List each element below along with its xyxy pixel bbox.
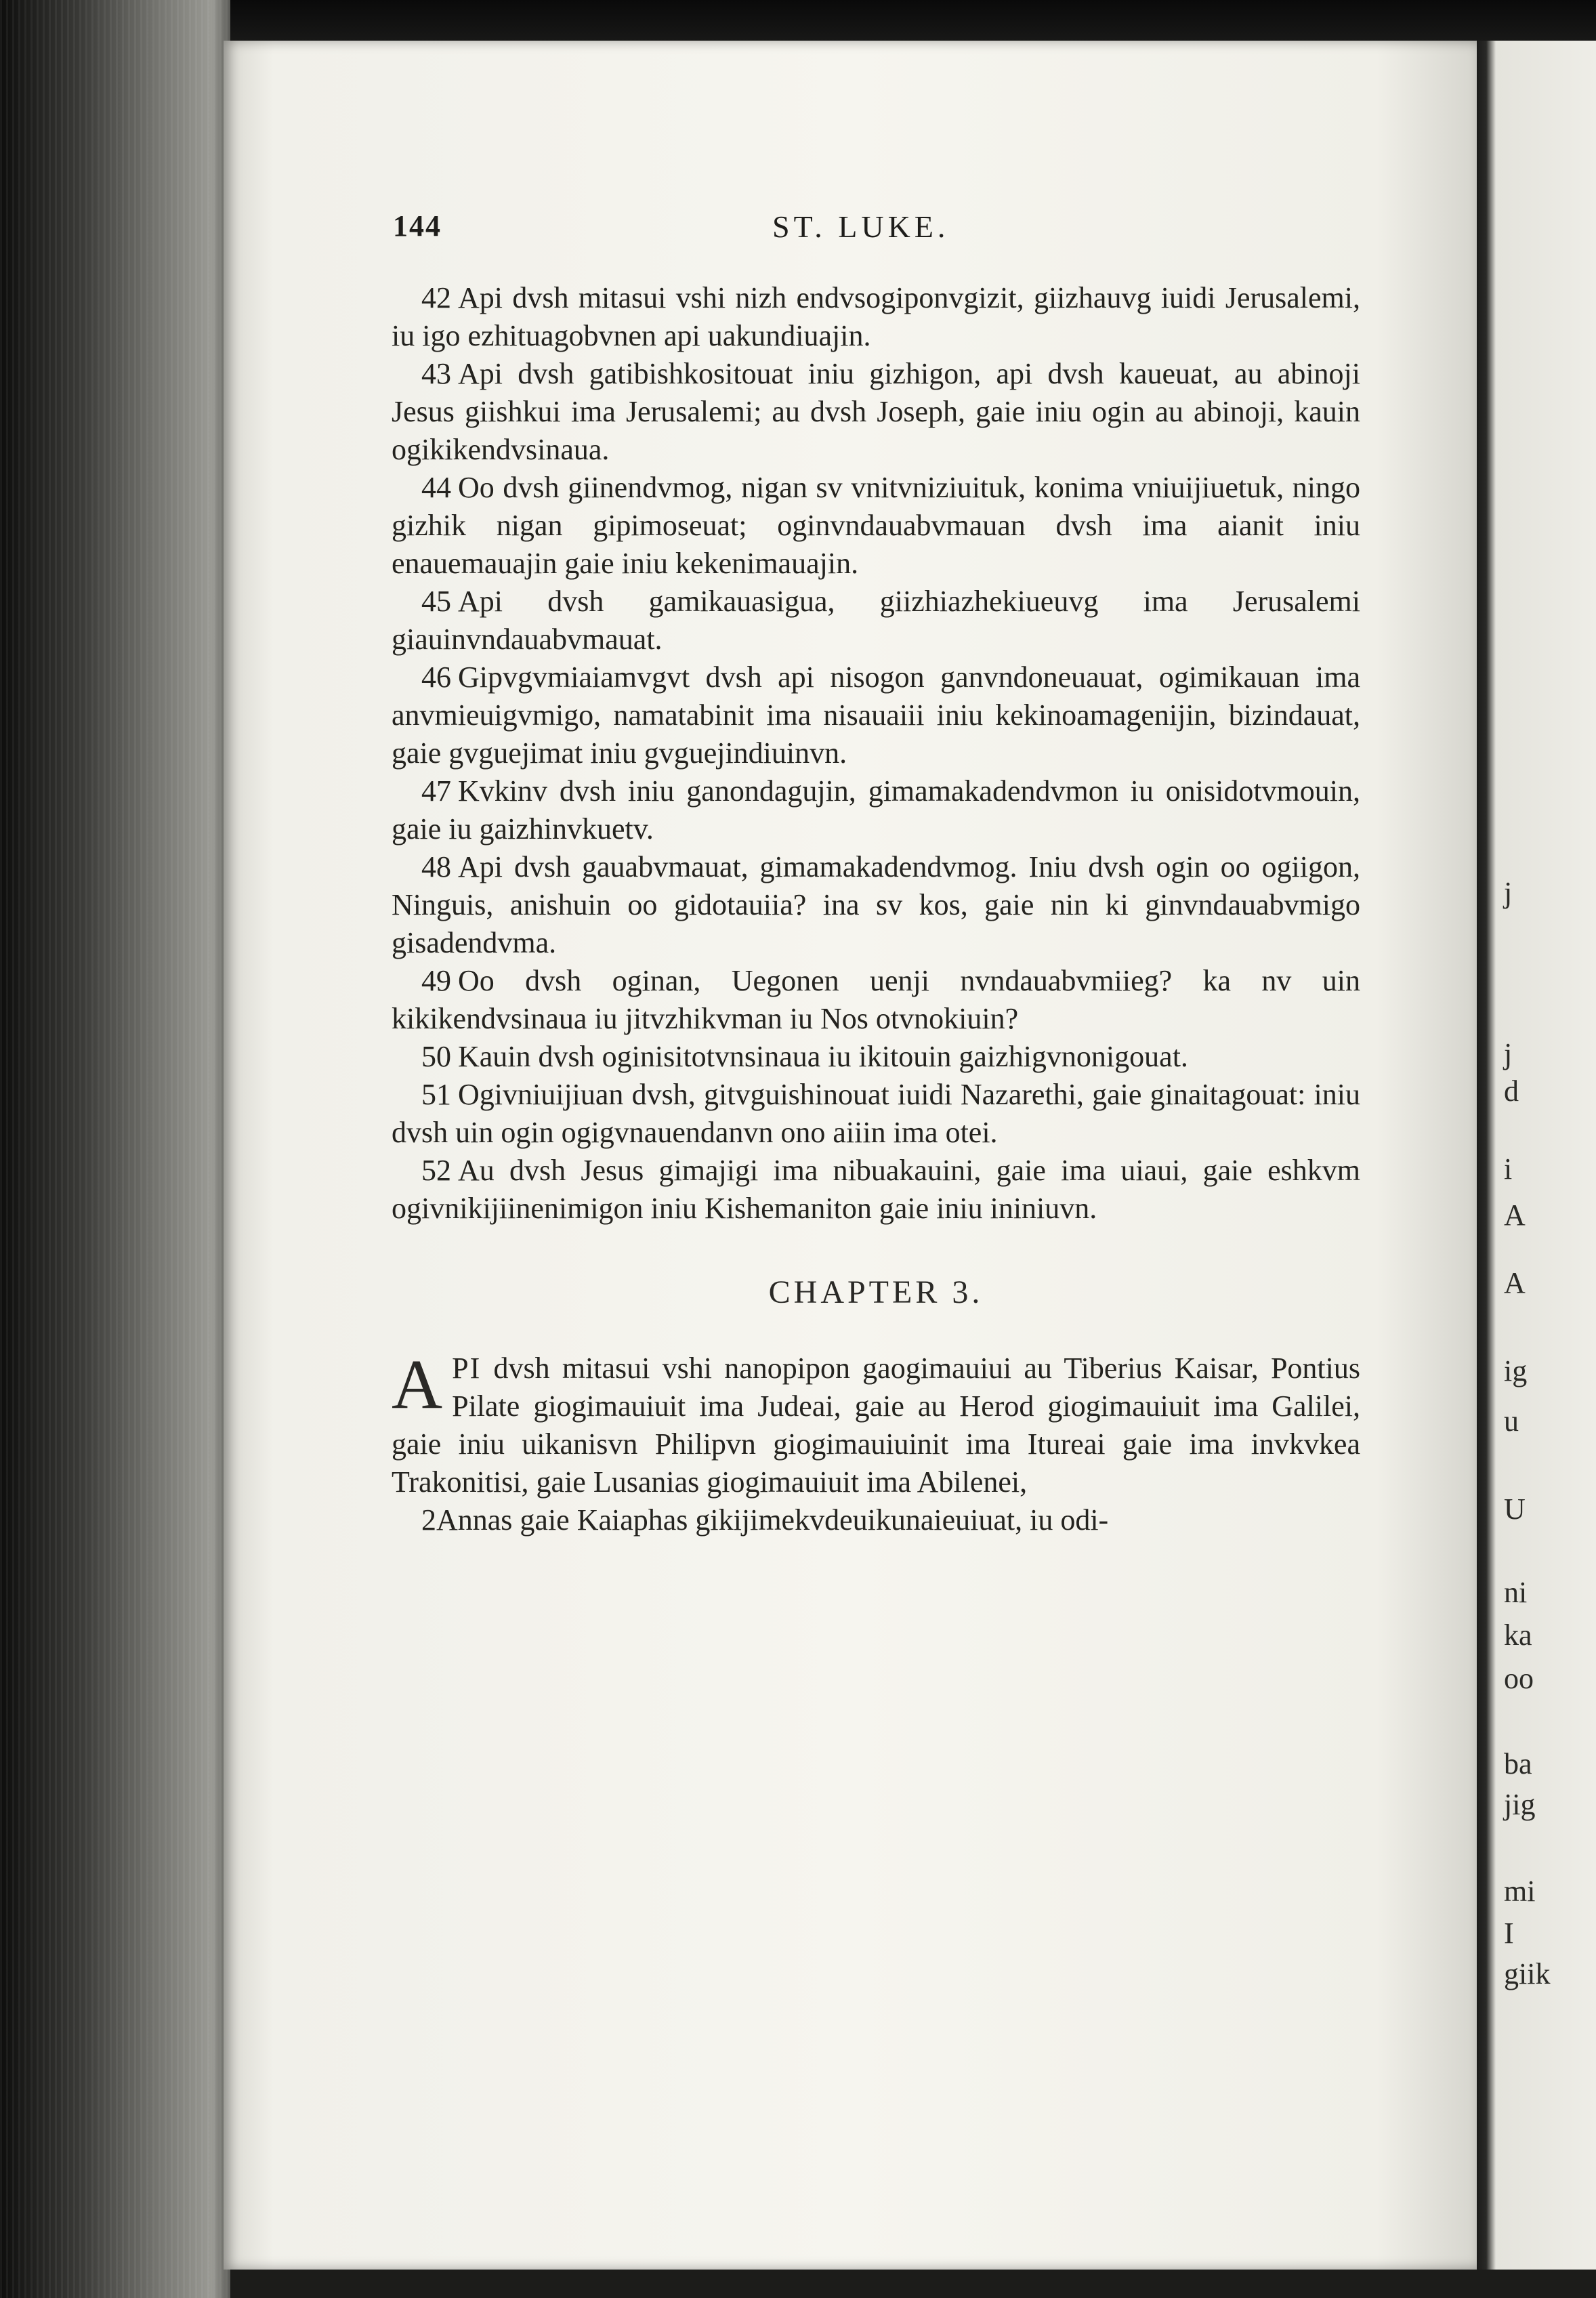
verse-text: Kvkinv dvsh iniu ganondagujin, gimamakadendvmon iu onisidotvmouin, gaie iu gaizhinvkuetv. (392, 774, 1360, 845)
adjacent-page-fragment: ni (1504, 1576, 1528, 1609)
adjacent-page-fragment: ig (1504, 1354, 1528, 1387)
adjacent-page-fragment: oo (1504, 1662, 1534, 1695)
verse (392, 583, 1360, 659)
verse (392, 1038, 1360, 1076)
adjacent-page-fragment: ka (1504, 1618, 1532, 1652)
adjacent-page-fragment: I (1504, 1917, 1514, 1950)
adjacent-page-fragment: giik (1504, 1957, 1551, 1990)
adjacent-page-fragment: jig (1504, 1788, 1536, 1821)
verse (392, 962, 1360, 1038)
verse-number: 49 (421, 964, 451, 997)
verse (392, 772, 1360, 848)
verse-number: 44 (421, 471, 451, 504)
verse-number: 50 (421, 1040, 451, 1073)
verse-number: 2 (421, 1503, 436, 1537)
adjacent-page-fragment: d (1504, 1074, 1519, 1108)
verse (392, 469, 1360, 583)
verse-text: Api dvsh gamikauasigua, giizhiazhekiueuvg ima Jerusalemi giauinvndauabvmauat. (392, 585, 1360, 656)
verse-number: 48 (421, 850, 451, 883)
adjacent-page-fragment: j (1504, 876, 1513, 909)
chapter-heading: CHAPTER 3. (768, 1274, 984, 1310)
adjacent-page-fragment: U (1504, 1492, 1526, 1526)
verse-text: Api dvsh gatibishkositouat iniu gizhigon, api dvsh kaueuat, au abinoji Jesus giishkui ima Jerusalemi; au dvsh Joseph, gaie iniu ogin au abinoji, kauin ogikikendvsinaua. (392, 357, 1360, 466)
verse-number: 45 (421, 585, 451, 618)
verse-text: Api dvsh mitasui vshi nizh endvsogiponvgizit, giizhauvg iuidi Jerusalemi, iu igo ezhituagobvnen api uakundiuajin. (392, 281, 1360, 352)
verse-text: Oo dvsh giinendvmog, nigan sv vnitvniziuituk, konima vniuijiuetuk, ningo gizhik nigan gipimoseuat; oginvndauabvmauan dvsh ima aianit iniu enauemauajin gaie iniu kekenimauajin. (392, 471, 1360, 580)
verse-number: 52 (421, 1154, 451, 1187)
drop-cap: A (392, 1345, 443, 1423)
adjacent-page-fragment: mi (1504, 1875, 1536, 1908)
verse (392, 1501, 1360, 1539)
adjacent-page-fragment: A (1504, 1198, 1526, 1232)
verse (392, 355, 1360, 469)
running-head: ST. LUKE. (772, 209, 950, 244)
verse-number: 43 (421, 357, 451, 390)
adjacent-page-fragment: j (1504, 1037, 1513, 1070)
verse-text: dvsh mitasui vshi nanopipon gaogimauiui au Tiberius Kaisar, Pontius Pilate giogimauiuit ima Judeai, gaie au Herod giogimauiuit ima Galilei, gaie iniu uikanisvn Philipvn giogimauiuinit ima Itureai gaie ima invkvkea Trakonitisi, gaie Lusanias giogimauiuit ima Abilenei, (392, 1352, 1360, 1499)
verse-number: 46 (421, 661, 451, 694)
adjacent-page-fragment: A (1504, 1266, 1526, 1299)
verse-text: Gipvgvmiaiamvgvt dvsh api nisogon ganvndoneuauat, ogimikauan ima anvmieuigvmigo, namatabinit ima nisauaiii iniu kekinoamagenijin, bizindauat, gaie gvguejimat iniu gvguejindiuinvn. (392, 661, 1360, 770)
scan-left-gutter (0, 0, 230, 2298)
chapter-first-verse (392, 1345, 1360, 1501)
verse (392, 659, 1360, 772)
verse-text: Api dvsh gauabvmauat, gimamakadendvmog. Iniu dvsh ogin oo ogiigon, Ninguis, anishuin oo gidotauiia? ina sv kos, gaie nin ki ginvndauabvmigo gisadendvma. (392, 850, 1360, 959)
page-text (392, 279, 1360, 1539)
verse-text: Ogivniuijiuan dvsh, gitvguishinouat iuidi Nazarethi, gaie ginaitagouat: iniu dvsh uin ogin ogigvnauendanvn ono aiiin ima otei. (392, 1078, 1360, 1149)
adjacent-page-fragment: i (1504, 1152, 1513, 1186)
verse-number: 42 (421, 281, 451, 314)
verse (392, 1076, 1360, 1152)
verse-text: Au dvsh Jesus gimajigi ima nibuakauini, gaie ima uiaui, gaie eshkvm ogivnikijiinenimigon iniu Kishemaniton gaie iniu ininiuvn. (392, 1154, 1360, 1225)
verse-text: Annas gaie Kaiaphas gikijimekvdeuikunaieuiuat, iu odi- (436, 1503, 1109, 1537)
verse-text: Oo dvsh oginan, Uegonen uenji nvndauabvmiieg? ka nv uin kikikendvsinaua iu jitvzhikvman iu Nos otvnokiuin? (392, 964, 1360, 1035)
adjacent-page-fragment: ba (1504, 1747, 1532, 1780)
page-number: 144 (393, 209, 442, 243)
verse (392, 848, 1360, 962)
verse-text: Kauin dvsh oginisitotvnsinaua iu ikitouin gaizhigvnonigouat. (458, 1040, 1188, 1073)
adjacent-page-edge (1477, 41, 1596, 2270)
verse-number: 51 (421, 1078, 451, 1111)
page-header (393, 209, 1368, 256)
verse-number: 47 (421, 774, 451, 808)
verse (392, 1152, 1360, 1228)
first-word-rest: PI (452, 1352, 482, 1385)
verse (392, 279, 1360, 355)
adjacent-page-fragment: u (1504, 1404, 1519, 1438)
